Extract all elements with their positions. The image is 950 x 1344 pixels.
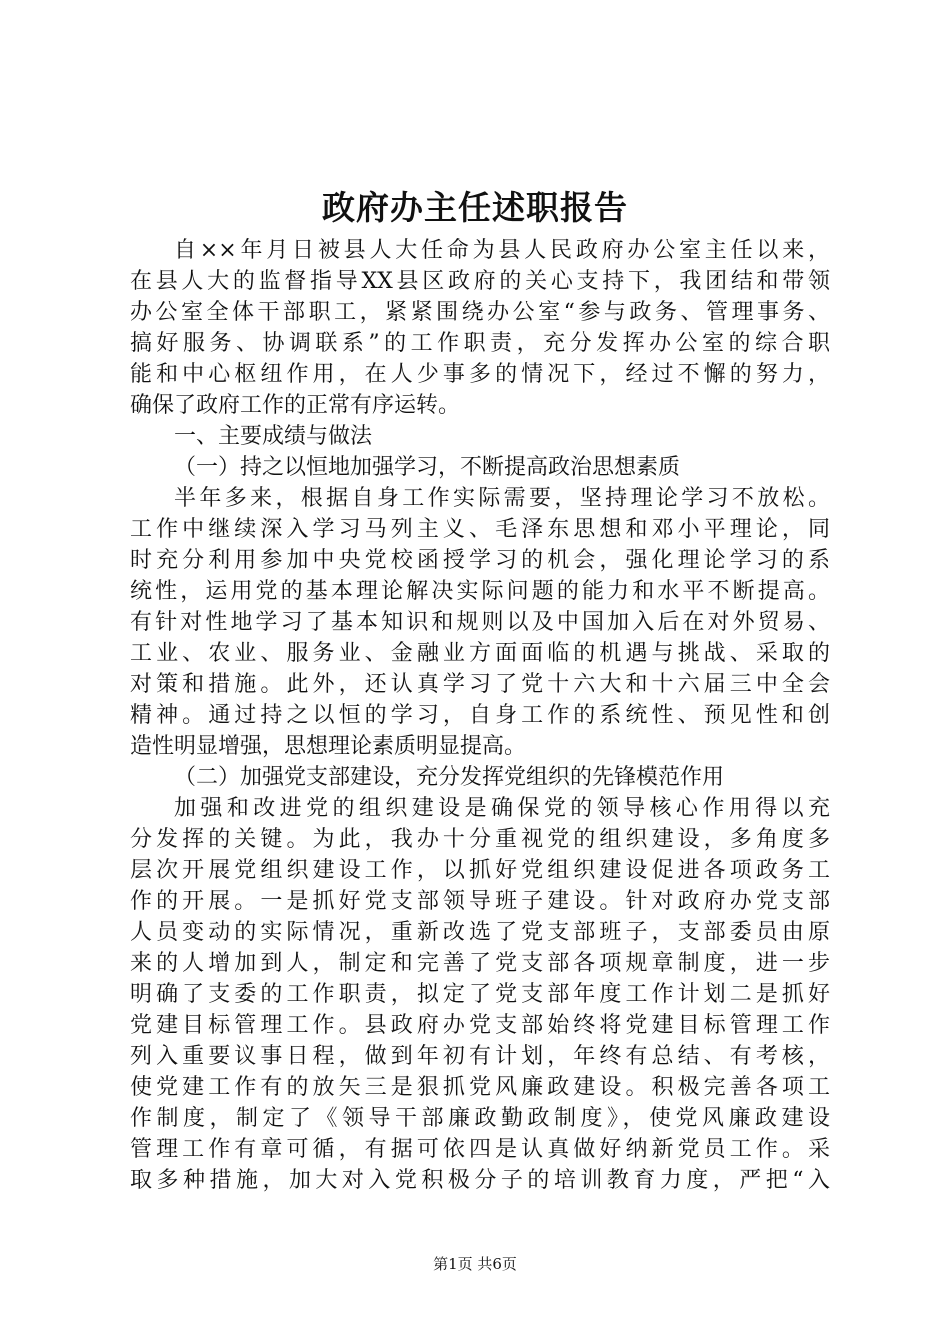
text-line: 时充分利用参加中央党校函授学习的机会，强化理论学习的系	[130, 548, 830, 573]
text-line: 加强和改进党的组织建设是确保党的领导核心作用得以充	[174, 796, 830, 821]
text-line: 层次开展党组织建设工作，以抓好党组织建设促进各项政务工	[130, 858, 830, 883]
text-line: 来的人增加到人，制定和完善了党支部各项规章制度，进一步	[130, 951, 830, 976]
text-line: 明确了支委的工作职责，拟定了党支部年度工作计划二是抓好	[130, 982, 830, 1007]
text-line: 党建目标管理工作。县政府办党支部始终将党建目标管理工作	[130, 1013, 830, 1038]
text-line: 取多种措施，加大对入党积极分子的培训教育力度，严把“入	[130, 1168, 830, 1193]
text-line: 人员变动的实际情况，重新改选了党支部班子，支部委员由原	[130, 920, 830, 945]
document-body	[130, 235, 830, 1196]
text-line: 对策和措施。此外，还认真学习了党十六大和十六届三中全会	[130, 672, 830, 697]
text-line: 工业、农业、服务业、金融业方面面临的机遇与挑战、采取的	[130, 641, 830, 666]
text-line: 自××年月日被县人大任命为县人民政府办公室主任以来，	[174, 238, 830, 263]
text-line: 精神。通过持之以恒的学习，自身工作的系统性、预见性和创	[130, 703, 830, 728]
text-line: 作的开展。一是抓好党支部领导班子建设。针对政府办党支部	[130, 889, 830, 914]
document-title: 政府办主任述职报告	[322, 188, 628, 227]
text-line: 使党建工作有的放矢三是狠抓党风廉政建设。积极完善各项工	[130, 1075, 830, 1100]
section-heading: 一、主要成绩与做法	[174, 424, 373, 449]
subsection-heading: （一）持之以恒地加强学习，不断提高政治思想素质	[174, 455, 681, 480]
subsection-heading: （二）加强党支部建设，充分发挥党组织的先锋模范作用	[174, 765, 725, 790]
text-line: 统性，运用党的基本理论解决实际问题的能力和水平不断提高。	[130, 579, 830, 604]
text-line: 确保了政府工作的正常有序运转。	[130, 393, 461, 418]
text-line: 造性明显增强，思想理论素质明显提高。	[130, 734, 527, 759]
text-line: 作制度，制定了《领导干部廉政勤政制度》，使党风廉政建设	[130, 1106, 830, 1131]
text-line: 在县人大的监督指导XX县区政府的关心支持下，我团结和带领	[130, 269, 830, 294]
text-line: 管理工作有章可循，有据可依四是认真做好纳新党员工作。采	[130, 1137, 830, 1162]
page-footer: 第1页 共6页	[433, 1255, 517, 1273]
text-line: 工作中继续深入学习马列主义、毛泽东思想和邓小平理论，同	[130, 517, 830, 542]
text-line: 半年多来，根据自身工作实际需要，坚持理论学习不放松。	[174, 486, 830, 511]
text-line: 分发挥的关键。为此，我办十分重视党的组织建设，多角度多	[130, 827, 830, 852]
text-line: 列入重要议事日程，做到年初有计划，年终有总结、有考核，	[130, 1044, 830, 1069]
text-line: 能和中心枢纽作用，在人少事多的情况下，经过不懈的努力，	[130, 362, 830, 387]
text-line: 搞好服务、协调联系”的工作职责，充分发挥办公室的综合职	[130, 331, 830, 356]
text-line: 有针对性地学习了基本知识和规则以及中国加入后在对外贸易、	[130, 610, 830, 635]
text-line: 办公室全体干部职工，紧紧围绕办公室“参与政务、管理事务、	[130, 300, 830, 325]
